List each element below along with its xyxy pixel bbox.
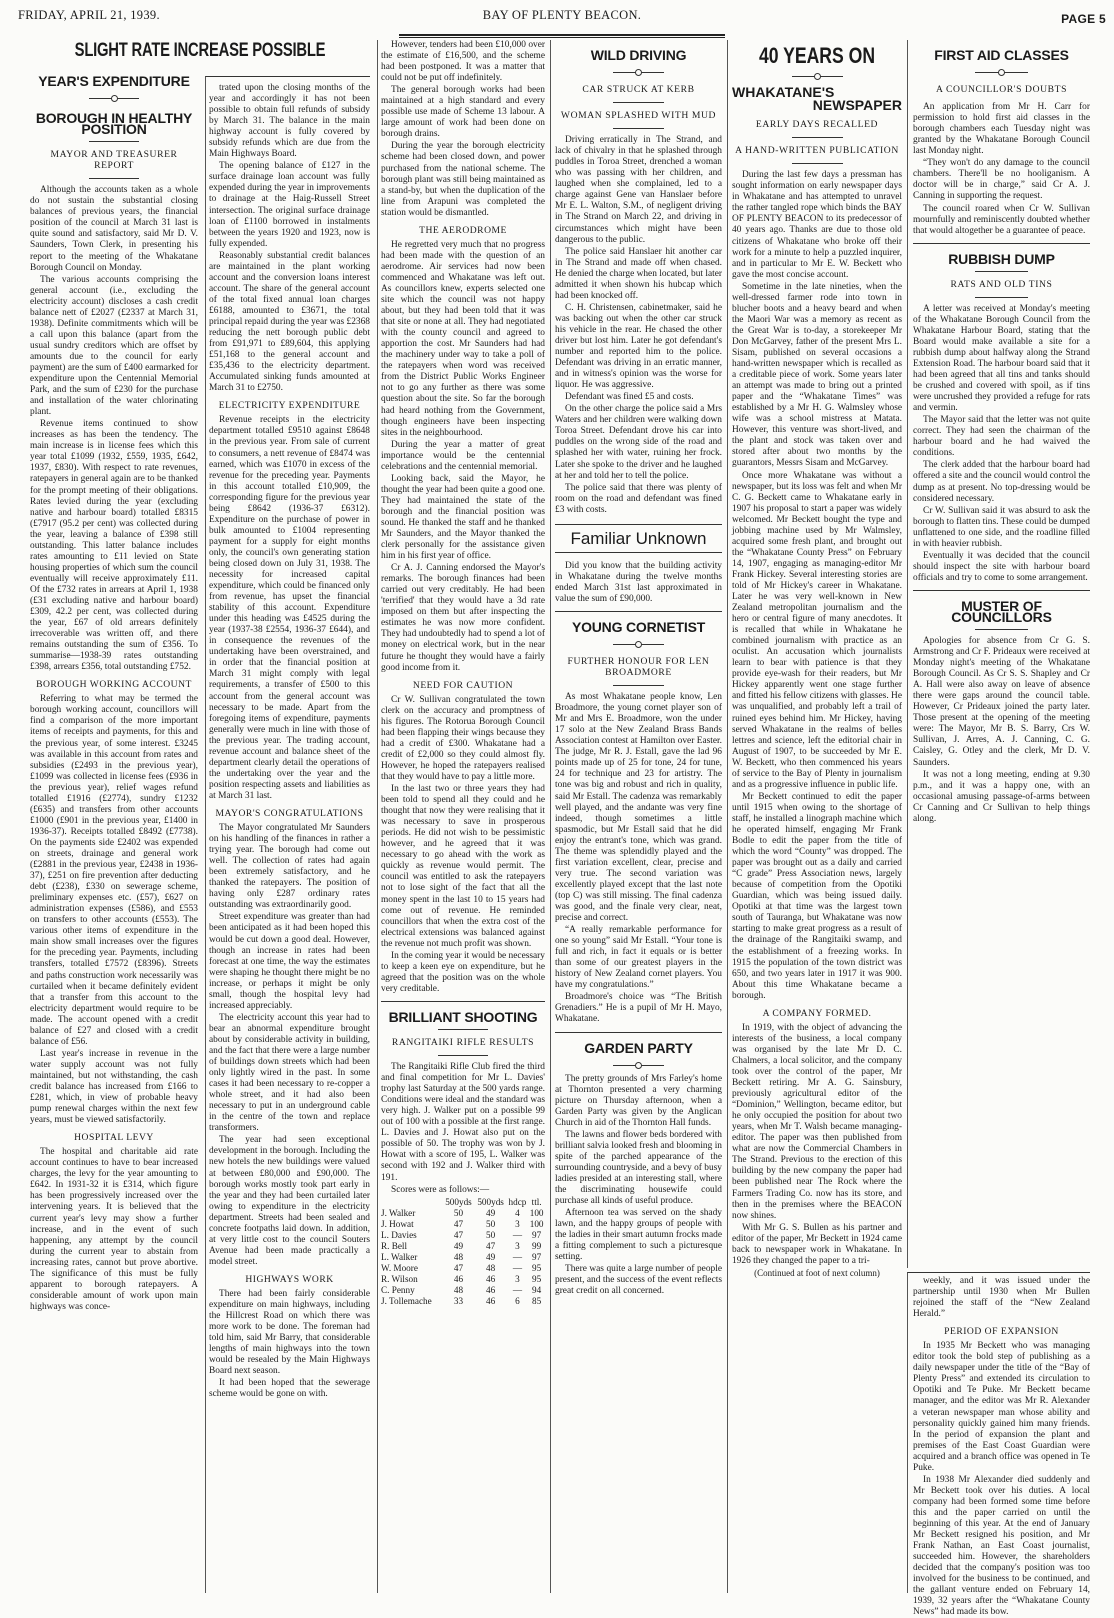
section-heading: THE AERODROME bbox=[419, 224, 507, 236]
ornament-divider bbox=[555, 639, 722, 649]
table-cell: 3 bbox=[515, 1273, 520, 1284]
table-cell: 94 bbox=[532, 1284, 542, 1295]
table-cell: 97 bbox=[532, 1251, 542, 1262]
table-row bbox=[381, 1263, 545, 1274]
subheadline: FURTHER HONOUR FOR LEN BROADMORE bbox=[567, 656, 710, 679]
paragraph: Driving erratically in The Strand, and lack of chivalry in that he splashed through puddles in Toroa Street, drenched a woman who was passing with her children, and laughed when she complained, led to a charge against Gene van Hanslaer before Mr E. L. Walton, S.M., of negligent driving in The Strand on March 22, and driving in circumstances which might have been dangerous to the public. bbox=[555, 135, 722, 245]
subheadline: WOMAN SPLASHED WITH MUD bbox=[560, 110, 717, 122]
table-row bbox=[381, 1285, 545, 1296]
headline: MUSTER OF COUNCILLORS bbox=[951, 597, 1052, 625]
paragraph: Cr W. Sullivan congratulated the town clerk on the accuracy and promptness of his figures. The Rotorua Borough Council had been flapping their wings because they had a credit of £300. Whakatane had a credit of £2,000 so they could almost fly. However, he hoped the ratepayers realised that they would have to pay a little more. bbox=[381, 694, 545, 782]
table-row bbox=[381, 1208, 545, 1219]
paragraph: In 1938 Mr Alexander died suddenly and Mr Beckett took over his duties. A local company had been formed some time before this and the paper carried on until the beginning of this year. At the end of January Mr Beckett resigned his position, and Mr Frank Nathan, an East Coast journalist, succeeded him. However, the shareholders decided that the company's position was too involved for the business to be continued, and the gallant venture ended on February 14, 1939, 32 years after the “Whakatane County News” had made its bow. bbox=[913, 1474, 1090, 1618]
table-cell: 6 bbox=[515, 1295, 520, 1306]
paragraph: There had been fairly considerable expenditure on main highways, including the Hillcrest Road on which there was more work to be done. The foreman had told him, said Mr Barry, that considerable lengths of main highways into the town would be resealed by the Main Highways Board next season. bbox=[209, 1288, 370, 1377]
section-heading: BOROUGH WORKING ACCOUNT bbox=[36, 679, 192, 691]
subheadline: A COUNCILLOR'S DOUBTS bbox=[935, 84, 1068, 96]
table-cell: 48 bbox=[453, 1251, 464, 1262]
table-cell: — bbox=[512, 1251, 523, 1262]
table-cell: C. Penny bbox=[381, 1284, 415, 1295]
table-cell: 48 bbox=[453, 1284, 464, 1295]
table-cell: 100 bbox=[529, 1218, 544, 1229]
paragraph: The various accounts comprising the general account (i.e., excluding the electricity account) discloses a cash credit balance nett of £2027 (£2337 at March 31, 1938). Definite commitments which will be a call upon this balance (apart from the usual sundry creditors which are offset by amounts due to the council for early payment) are the sum of £400 earmarked for expenditure upon the Centennial Memorial Park, and the sum of £230 for the purchase and installation of the water chlorinating plant. bbox=[30, 274, 198, 418]
table-header bbox=[381, 1197, 545, 1208]
paragraph: “They won't do any damage to the council chambers. There'll be no hooliganism. A doctor will be in charge,” said Cr A. J. Canning in supporting the request. bbox=[913, 158, 1090, 202]
table-cell: 500yds bbox=[477, 1196, 504, 1207]
rule-divider bbox=[613, 128, 663, 129]
rule-divider bbox=[555, 1032, 722, 1033]
table-cell: 500yds bbox=[445, 1196, 472, 1207]
column-2 bbox=[205, 76, 370, 1593]
table-cell: 49 bbox=[486, 1207, 496, 1218]
paragraph: In 1919, with the object of advancing the interests of the business, a local company was organised by the late Mr D. C. Chalmers, a local solicitor, and the company took over the control of the paper, Mr Beckett retiring. Mr A. G. Sainsbury, previously agricultural editor of the “Dominion,” Wellington, became editor, but he only occupied the position for about two years, when Mr T. Walsh became managing-editor. The paper was then published from what are now the Commercial Chambers in The Strand. Previous to the erection of this building by the new company the paper had been published near The Rock where the Farmers Trading Co. now has its store, and then in the premises where the BEACON now shines. bbox=[732, 1022, 902, 1221]
table-cell: 47 bbox=[453, 1262, 464, 1273]
continuation-note: (Continued at foot of next column) bbox=[754, 1267, 880, 1278]
rule-divider bbox=[613, 102, 663, 103]
table-cell: 46 bbox=[486, 1295, 496, 1306]
table-cell: J. Howat bbox=[381, 1218, 414, 1229]
column-6 bbox=[907, 40, 1090, 1268]
paragraph: During the year a matter of great importance would be the centennial celebrations and the centennial memorial. bbox=[381, 439, 545, 472]
table-row bbox=[381, 1230, 545, 1241]
paragraph: Last year's increase in revenue in the water supply account was not fully maintained, but not withstanding, the cash credit balance has increased from £166 to £281, which, in view of probable heavy pump renewal charges within the next few years, must be viewed satisfactorily. bbox=[30, 1048, 198, 1126]
table-row bbox=[381, 1296, 545, 1307]
paragraph: The clerk added that the harbour board had offered a site and the council would control the dump as at present. No top-dressing would be considered necessary. bbox=[913, 460, 1090, 504]
paragraph: Mr Beckett continued to edit the paper until 1915 when owing to the shortage of staff, he installed a linograph machine which he operated himself, engaging Mr Frank Bodle to edit the paper from the title of which the word “County” was dropped. The paper was brought out as a daily and carried “C grade” Press Association news, largely because of competition from the Opotiki Guardian, which was being issued daily. Opotiki at that time was the largest town south of Tauranga, but Whakatane was now starting to make great progress as a result of the drainage of the Rangitaiki swamp, and the establishment of a freezing works. In 1915 the population of the town district was 650, and two years later in 1917 it was 900. About this time Whakatane became a borough. bbox=[732, 791, 902, 1001]
subheadline: CAR STRUCK AT KERB bbox=[582, 84, 695, 96]
table-cell: L. Walker bbox=[381, 1251, 418, 1262]
paragraph: The police said that there was plenty of room on the road and defendant was fined £3 with costs. bbox=[555, 482, 722, 515]
paragraph: With Mr G. S. Bullen as his partner and editor of the paper, Mr Beckett in 1924 came back to newspaper work in Whakatane. In 1926 they changed the paper to a tri- bbox=[732, 1222, 902, 1266]
ornament-divider bbox=[30, 93, 198, 103]
paragraph: Afternoon tea was served on the shady lawn, and the happy groups of people with the ladies in their smart autumn frocks made a fitting complement to such a picturesque setting. bbox=[555, 1208, 722, 1263]
rule-divider bbox=[438, 1055, 487, 1056]
paragraph: Broadmore's choice was “The British Grenadiers.” He is a pupil of Mr H. Mayo, Whakatane. bbox=[555, 992, 722, 1025]
rule-divider bbox=[381, 1001, 545, 1002]
table-row bbox=[381, 1252, 545, 1263]
paragraph: Revenue items continued to show increases as has been the tendency. The main increase is in license fees which this year total £1099 (1932, £559, 1935, £642, 1937, £830). With respect to rate revenues, ratepayers in general again are to be thanked for the prompt meeting of their obligations. Rates levied during the year (excluding native and harbour board) totalled £8315 (£7917 (95.2 per cent) was collected during the year, leaving a balance of £398 still outstanding. This latter balance includes rates amounting to £11 levied on State housing properties of which sum the council eventually will receive approximately £11. Of the £732 rates in arrears at April 1, 1938 (£31 excluding native and harbour board) £309, 42.2 per cent, was collected during the year, £67 of old arrears definitely irrecoverable was written off, and there remains outstanding the sum of £356. To summarise—1938-39 rates outstanding £398, arrears £356, total outstanding £752. bbox=[30, 419, 198, 673]
headline: RUBBISH DUMP bbox=[948, 250, 1055, 267]
section-heading: A COMPANY FORMED. bbox=[762, 1007, 872, 1019]
masthead-rule bbox=[399, 34, 725, 38]
paragraph: weekly, and it was issued under the partnership until 1930 when Mr Bullen rejoined the staff of the “New Zealand Herald.” bbox=[913, 1276, 1090, 1320]
table-cell: 3 bbox=[515, 1240, 520, 1251]
section-heading: HOSPITAL LEVY bbox=[74, 1132, 154, 1144]
headline: NEWSPAPER bbox=[812, 97, 902, 114]
ornament-divider bbox=[913, 67, 1090, 77]
column-6-continuation bbox=[907, 1272, 1090, 1618]
masthead bbox=[18, 6, 1106, 34]
column-1 bbox=[30, 66, 198, 1593]
table-cell: hdcp bbox=[508, 1196, 527, 1207]
paragraph: It had been hoped that the sewerage scheme would be gone on with. bbox=[209, 1378, 370, 1400]
paragraph: Apologies for absence from Cr G. S. Armstrong and Cr F. Prideaux were received at Monday night's meeting of the Whakatane Borough Council. As Cr S. S. Shapley and Cr A. Hall were also away on leave of absence there were gaps around the council table. However, Cr Prideaux joined the party later. Those present at the opening of the meeting were: The Mayor, Mr B. S. Barry, Crs W. Sullivan, J. Arres, A. J. Canning, C. G. Caisley, G. Otley and the clerk, Mr D. V. Saunders. bbox=[913, 636, 1090, 768]
table-row bbox=[381, 1241, 545, 1252]
table-cell: 4 bbox=[515, 1207, 520, 1218]
headline: WHAKATANE'S bbox=[732, 84, 835, 101]
table-cell bbox=[381, 1197, 442, 1208]
rule-divider bbox=[975, 297, 1028, 298]
section-heading: NEED FOR CAUTION bbox=[412, 679, 514, 691]
rule-divider bbox=[913, 590, 1090, 591]
section-heading: PERIOD OF EXPANSION bbox=[944, 1326, 1059, 1338]
paragraph: C. H. Christensen, cabinetmaker, said he was backing out when the other car struck his vehicle in the rear. He chased the other driver but lost him. Later he got defendant's number and reported him to the police. Defendant was driving in an erratic manner, and in witness's opinion was the worse for liquor. He was aggressive. bbox=[555, 302, 722, 391]
table-cell: L. Davies bbox=[381, 1229, 417, 1240]
issue-date: FRIDAY, APRIL 21, 1939. bbox=[18, 8, 160, 22]
table-cell: — bbox=[512, 1284, 523, 1295]
scores-table bbox=[381, 1197, 545, 1307]
ornament-divider bbox=[732, 71, 902, 81]
paragraph: Although the accounts taken as a whole do not sustain the substantial closing balances of previous years, the financial position of the council at March 31 last is quite sound and satisfactory, said Mr D. V. Saunders, Town Clerk, in presenting his report to the meeting of the Whakatane Borough Council on Monday. bbox=[30, 185, 198, 273]
headline: 40 YEARS ON bbox=[758, 43, 876, 68]
paragraph: Once more Whakatane was without a newspaper, but its loss was felt and when Mr C. G. Beckett came to Whakatane early in 1907 his proposal to start a paper was widely welcomed. Mr Beckett bought the type and jobbing machine used by Mr Walmsley, acquired some fresh plant, and brought out the “Whakatane County Press” on February 14, 1907, engaging as managing-editor Mr Frank Hickey. Several interesting stories are told of Mr Hickey's career in Whakatane. Later he was very well-known in New Zealand metropolitan journalism and the hero or central figure of many anecdotes. It is recalled that while in Whakatane he combined journalism with practice as an oculist. An accusation which journalists learn to bear with patience is that they provide eye-wash for their readers, but Mr Hickey apparently went one stage further and fitted his fellow citizens with glasses. He was unqualified, and probably left a trail of ruined eyes behind him. Mr Hickey, having served Whakatane in the realms of belles lettres and science, left the editorial chair in August of 1907, to be succeeded by Mr E. W. Beckett, who then commenced his years of service to the Bay of Plenty in journalism and as a progressive influence in public life. bbox=[732, 470, 902, 790]
subheadline: RANGITAIKI RIFLE RESULTS bbox=[391, 1036, 535, 1048]
table-cell: ttl. bbox=[531, 1196, 542, 1207]
paragraph: It was not a long meeting, ending at 9.30 p.m., and it was a happy one, with an occasional amusing passage-of-arms between Cr Canning and Cr Sullivan to help things along. bbox=[913, 769, 1090, 824]
paragraph: However, tenders had been £10,000 over the estimate of £16,500, and the scheme had been postponed. It was a matter that could not be put off indefinitely. bbox=[381, 40, 545, 84]
table-cell: 46 bbox=[486, 1284, 496, 1295]
rule-divider bbox=[792, 163, 843, 164]
paragraph: Scores were as follows:— bbox=[391, 1184, 490, 1195]
headline: BOROUGH IN HEALTHY POSITION bbox=[35, 110, 193, 138]
rule-divider bbox=[89, 141, 139, 142]
table-cell: 46 bbox=[486, 1273, 496, 1284]
subheadline: RATS AND OLD TINS bbox=[950, 278, 1053, 290]
table-cell: 47 bbox=[453, 1218, 464, 1229]
paragraph: During the year the borough electricity scheme had been closed down, and power purchased from the national scheme. The borough plant was still being maintained as a stand-by, but when the duplication of the line from Arapuni was completed the station would be dismantled. bbox=[381, 141, 545, 218]
paragraph: The Mayor congratulated Mr Saunders on his handling of the finances in rather a trying year. The borough had come out well. The collection of rates had again been extremely satisfactory, and he thanked the ratepayers. The position of having only £287 ordinary rates outstanding was extraordinarily good. bbox=[209, 823, 370, 911]
paragraph: Reasonably substantial credit balances are maintained in the plant working account and the conversion loans interest account. The share of the general account of the total fixed annual loan charges £6188, amounted to £3671, the total principal repaid during the year was £2368 reducing the nett borough public debt from £91,971 to £89,604, this applying £51,168 to the general account and £35,436 to the electricity department. Accumulated sinking funds amounted at March 31 to £2750. bbox=[209, 250, 370, 394]
feature-box-title: Familiar Unknown bbox=[555, 524, 722, 553]
table-cell: 33 bbox=[453, 1295, 464, 1306]
paragraph: The electricity account this year had to bear an abnormal expenditure brought about by considerable activity in building, and the fact that there were a large number of buildings down streets which had been only lightly wired in the past. In some cases it had been necessary to re-copper a whole street, and it had also been necessary to put in an underground cable in the centre of the town and replace transformers. bbox=[209, 1012, 370, 1134]
table-cell: 46 bbox=[453, 1273, 464, 1284]
rule-divider bbox=[613, 685, 663, 686]
table-cell: 97 bbox=[532, 1229, 542, 1240]
rule-divider bbox=[975, 271, 1028, 272]
paragraph: The hospital and charitable aid rate account continues to have to bear increased charges, the levy for the year amounting to £642. In 1931-32 it is £314, which figure has been progressively increased over the intervening years. It is believed that the current year's levy may show a further increase, and in the event of such happening, any attempt by the council during the current year to abstain from increasing rates, cannot but prove abortive. The significance of this must be fully apparent to borough ratepayers. A considerable amount of work upon main highways was conce- bbox=[30, 1147, 198, 1312]
rule-divider bbox=[913, 243, 1090, 244]
headline: WILD DRIVING bbox=[590, 47, 687, 63]
paragraph: The pretty grounds of Mrs Farley's home at Thornton presented a very charming picture on Thursday afternoon, when a Garden Party was given by the Anglican Church in aid of the Thornton Hall funds. bbox=[555, 1073, 722, 1128]
paragraph: The year had seen exceptional development in the borough. Including the new hotels the new buildings were valued at between £80,000 and £90,000. The borough works mostly took part early in the year and they had been curtailed later owing to expenditure in the electricity department. Streets had been sealed and concrete footpaths laid down. In addition, at very little cost to the council Souters Avenue had been made practically a model street. bbox=[209, 1135, 370, 1267]
table-cell: 100 bbox=[529, 1207, 544, 1218]
paragraph: There was quite a large number of people present, and the success of the event reflects great credit on all concerned. bbox=[555, 1264, 722, 1297]
table-cell: 95 bbox=[532, 1262, 542, 1273]
column-5 bbox=[727, 40, 902, 1593]
table-cell: 48 bbox=[486, 1262, 496, 1273]
paragraph: On the other charge the police said a Mrs Waters and her children were walking down Toroa Street. Defendant drove his car into puddles on the wrong side of the road and splashed her with water, ruining her frock. Later she spoke to the driver and he laughed at her and told her to tell the police. bbox=[555, 404, 722, 481]
rule-divider bbox=[975, 629, 1028, 630]
paragraph: Looking back, said the Mayor, he thought the year had been quite a good one. They had maintained the state of the borough and the financial position was sound. He thanked the staff and he thanked Mr Saunders, and the Mayor thanked the clerk personally for the assistance given him in his first year of office. bbox=[381, 473, 545, 562]
paragraph: Sometime in the late nineties, when the well-dressed farmer rode into town in blucher boots and a heavy beard and when the Maori War was a memory as recent as the Great War is to-day, a storekeeper Mr Don McGarvey, father of the present Mrs L. Sisam, published on several occasions a hand-written newspaper which is recalled as a creditable piece of work. Some years later an attempt was made to bring out a printed paper and the “Whakatane Times” was established by a Mr H. G. Walmsley whose wife was a school mistress at Matata. However, this venture was short-lived, and the plant and stock was taken over and stored after about two months by the guarantors, Messrs Sisam and McGarvey. bbox=[732, 281, 902, 469]
paragraph: Cr A. J. Canning endorsed the Mayor's remarks. The borough finances had been carried out very creditably. He had been 'terrified' that they would have a 3d rate imposed on them but after inspecting the estimates he was now more confident. They had undoubtedly had to spend a lot of money on electrical work, but in the near future he thought they would have a fairly good income from it. bbox=[381, 563, 545, 673]
table-cell: 95 bbox=[532, 1273, 542, 1284]
paragraph: The police said Hanslaer hit another car in The Strand and made off when chased. He denied the charge when located, but later admitted it when shown his hubcap which had been knocked off. bbox=[555, 246, 722, 301]
paragraph: The Mayor said that the letter was not quite correct. They had seen the chairman of the harbour board and he had waived the conditions. bbox=[913, 415, 1090, 459]
table-cell: 49 bbox=[453, 1240, 464, 1251]
table-cell: 50 bbox=[453, 1207, 464, 1218]
table-cell: 3 bbox=[515, 1218, 520, 1229]
rule-divider bbox=[792, 137, 843, 138]
paragraph: In the last two or three years they had been told to spend all they could and he thought that now they were realising that it was necessary to save in prosperous periods. He did not wish to be pessimistic however, and he agreed that it was necessary to go ahead with the work as quickly as revenue would permit. The council was entitled to ask the ratepayers not to lose sight of the fact that all the money spent in the last 10 to 15 years had come out of revenue. He reminded councillors that when the extra cost of the electrical extensions was balanced against the revenue not much profit was shown. bbox=[381, 784, 545, 949]
paragraph: Defendant was fined £5 and costs. bbox=[565, 392, 694, 403]
table-cell: 47 bbox=[453, 1229, 464, 1240]
table-cell: 50 bbox=[486, 1229, 496, 1240]
paragraph: Cr W. Sullivan said it was absurd to ask the borough to flatten tins. These could be dumped unflattened to one side, and the roadline filled in with heavier rubbish. bbox=[913, 505, 1090, 549]
paragraph: In 1935 Mr Beckett who was managing editor took the bold step of publishing as a daily newspaper under the title of the “Bay of Plenty Press” and extended its circulation to Opotiki and Te Puke. Mr Beckett became manager, and the editor was Mr R. Alexander a veteran newspaper man whose ability and personality quickly gained him many friends. In the period of expansion the plant and premises of the East Coast Guardian were acquired and a branch office was opened in Te Puke. bbox=[913, 1341, 1090, 1473]
headline: YOUNG CORNETIST bbox=[571, 618, 706, 635]
table-cell: 47 bbox=[486, 1240, 496, 1251]
column-4 bbox=[550, 40, 722, 1593]
table-cell: 85 bbox=[532, 1295, 542, 1306]
ornament-divider bbox=[555, 67, 722, 77]
paragraph: Revenue receipts in the electricity department totalled £9510 against £8648 in the previous year. From sale of current to consumers, a nett revenue of £8474 was earned, which was £1070 in excess of the revenue for the preceding year. Payments in this account totalled £10,909, the corresponding figure for the previous year being £8642 (1936-37 £6312). Expenditure on the purchase of power in bulk amounted to £1004 representing payment for a supply for eight months only, the council's own generating station being closed down on July 31, 1938. The necessity for increased capital expenditure, which could be financed only from revenue, has upset the financial stability of this account. Expenditure under this heading was £4525 during the year (1937-38 £2554, 1936-37 £644), and in consequence the revenues of the undertaking have been overstrained, and in order that the financial position at March 31 might comply with legal requirements, a transfer of £500 to this account from the general account was necessary to be made. Apart from the foregoing items of expenditure, payments generally were much in line with those of the previous year. The trading account, revenue account and balance sheet of the department clearly detail the operations of the undertaking over the year and the position respecting assets and liabilities as at March 31 last. bbox=[209, 415, 370, 801]
paragraph: A letter was received at Monday's meeting of the Whakatane Borough Council from the Whakatane Harbour Board, stating that the Board would make available a site for a rubbish dump about halfway along the Strand Extension Road. The harbour board said that it had been agreed that all tins and tanks should be crushed and covered with spoil, as if tins were uncrushed they provided a refuge for rats and vermin. bbox=[913, 303, 1090, 414]
paragraph: During the last few days a pressman has sought information on early newspaper days in Whakatane and has attempted to unravel the rather tangled rope which binds the BAY OF PLENTY BEACON to its predecessor of 40 years ago. Thanks are due to those old citizens of Whakatane who broke off their work for a minute to help a puzzled inquirer, and in particular to Mr E. W. Beckett who gave the most concise account. bbox=[732, 170, 902, 280]
table-cell: J. Walker bbox=[381, 1207, 416, 1218]
newspaper-title: BAY OF PLENTY BEACON. bbox=[482, 8, 642, 22]
subheadline: A HAND-WRITTEN PUBLICATION bbox=[735, 145, 899, 157]
paragraph: trated upon the closing months of the year and accordingly it has not been possible to obtain full refunds of subsidy by March 31. The balance in the main highway account is fully covered by subsidy refunds which are due from the Main Highways Board. bbox=[209, 83, 370, 160]
headline: BRILLIANT SHOOTING bbox=[388, 1008, 538, 1025]
rule-divider bbox=[89, 178, 139, 179]
headline: GARDEN PARTY bbox=[584, 1039, 693, 1056]
paragraph: The opening balance of £127 in the surface drainage loan account was fully expended during the year in improvements to drainage at the Haig-Russell Street intersection. The original surface drainage loan of £1100 borrowed in instalments between the years 1920 and 1923, now is fully expended. bbox=[209, 161, 370, 249]
paragraph: He regretted very much that no progress had been made with the question of an aerodrome. Air services had now been commenced and Whakatane was left out. As councillors knew, experts selected one site which the council was not happy about, but they had been told that it was that site or none at all. They had negotiated with the county council and agreed to apportion the cost. Mr Saunders had had the machinery under way to take a poll of the ratepayers when word was received from the District Public Works Engineer not to go any further as there was some question about the site. So far the borough had heard nothing from the Government, though engineers have been inspecting sites in the neighbourhood. bbox=[381, 239, 545, 438]
section-heading: ELECTRICITY EXPENDITURE bbox=[218, 400, 361, 412]
paragraph: Did you know that the building activity in Whakatane during the twelve months ended March 31st last approximated in value the sum of £90,000. bbox=[555, 560, 722, 604]
table-cell: 99 bbox=[532, 1240, 542, 1251]
table-cell: R. Wilson bbox=[381, 1273, 418, 1284]
table-cell: 49 bbox=[486, 1251, 496, 1262]
paragraph: An application from Mr H. Carr for permission to hold first aid classes in the borough chambers each Tuesday night was granted by the Whakatane Borough Council last Monday night. bbox=[913, 102, 1090, 157]
paragraph: Eventually it was decided that the council should inspect the site with harbour board officials and try to come to some arrangement. bbox=[913, 550, 1090, 583]
paragraph: Referring to what may be termed the borough working account, councillors will find a comparison of the more important items of receipts and payments, for this and the previous year, of some interest. £3245 was available in this account from rates and subsidies (£2493 in the previous year), £1099 was collected in license fees (£936 in the previous year), relief wages refund totalled £1916 (£2774), sundry £1232 (£635) and transfers from other accounts £1000 (£901 in the previous year, £1400 in 1936-37). Receipts totalled £8492 (£7738). On the payments side £2402 was expended on streets, drainage and general work (£2881 in the previous year, £2438 in 1936-37), £251 on fire prevention after deducting debt (£238), £330 on sewerage scheme, preliminary expenses etc. (£57), £627 on administration expenses (£586), and £553 on transfers to other accounts (£553). The various other items of expenditure in the main show small increases over the figures for the preceding year. Payments, including transfers, totalled £7572 (£8396). Streets and paths construction work necessarily was curtailed when it became definitely evident that a transfer from this account to the electricity department would require to be made. The account opened with a credit balance of £27 and closed with a credit balance of £56. bbox=[30, 694, 198, 1047]
table-cell: — bbox=[512, 1229, 523, 1240]
table-cell: R. Bell bbox=[381, 1240, 408, 1251]
table-row bbox=[381, 1219, 545, 1230]
paragraph: The council roared when Cr W. Sullivan mournfully and reminiscently doubted whether that would altogether be a guarantee of peace. bbox=[913, 203, 1090, 236]
ornament-divider bbox=[555, 1060, 722, 1070]
subheadline: MAYOR AND TREASURER REPORT bbox=[50, 149, 178, 172]
subheadline: EARLY DAYS RECALLED bbox=[755, 119, 879, 131]
table-row bbox=[381, 1274, 545, 1285]
page-number: PAGE 5 bbox=[1061, 12, 1106, 26]
banner-headline: SLIGHT RATE INCREASE POSSIBLE bbox=[74, 40, 326, 61]
paragraph: Street expenditure was greater than had been anticipated as it had been hoped this would be cut down a good deal. However, though an increase in rates had been forecast at one time, the way the estimates were shaping he thought there might be no increase, or perhaps it might be only small, though the hospital levy had increased appreciably. bbox=[209, 912, 370, 1011]
column-3 bbox=[377, 40, 545, 1593]
headline: FIRST AID CLASSES bbox=[934, 47, 1069, 63]
table-cell: W. Moore bbox=[381, 1262, 418, 1273]
table-cell: 50 bbox=[486, 1218, 496, 1229]
paragraph: As most Whakatane people know, Len Broadmore, the young cornet player son of Mr and Mrs E. Broadmore, won the under 17 solo at the New Zealand Brass Bands Association contest at Hamilton over Easter. The judge, Mr R. J. Estall, gave the lad 96 points made up of 25 for tone, 24 for tune, 24 for technique and 23 for artistry. The tone was big and robust and rich in quality, said Mr Estall. The cadenza was remarkably well played, and the andante was very fine indeed, though sometimes a little spasmodic, but Mr Estall said that he did enjoy the entrant's tone, which was grand. The theme was splendidly played and the first variation excellent, clear, precise and very true. The second variation was excellently played except that the last note (top C) was still missing. The final cadenza was good, and the finale very clear, neat, precise and correct. bbox=[555, 692, 722, 924]
paragraph: The general borough works had been maintained at a high standard and every possible use made of Scheme 13 labour. A large amount of work had been done on borough drains. bbox=[381, 85, 545, 140]
paragraph: The Rangitaiki Rifle Club fired the third and final competition for Mr L. Davies' trophy last Saturday at the 500 yards range. Conditions were ideal and the standard was very high. J. Walker put on a possible 99 out of 100 with a possible at the first range. L. Davies and J. Howat also put on the possible of 50. The trophy was won by J. Howat with a score of 195, L. Walker was second with 192 and J. Walker third with 191. bbox=[381, 1062, 545, 1183]
section-heading: HIGHWAYS WORK bbox=[245, 1273, 334, 1285]
paragraph: “A really remarkable performance for one so young” said Mr Estall. “Your tone is full and rich, in fact it equals or is better than some of our greatest players in the history of New Zealand cornet players. You have my congratulations.” bbox=[555, 925, 722, 991]
paragraph: In the coming year it would be necessary to keep a keen eye on expenditure, but he agreed that the position was on the whole very creditable. bbox=[381, 950, 545, 994]
rule-divider bbox=[438, 1029, 487, 1030]
section-heading: MAYOR'S CONGRATULATIONS bbox=[215, 808, 364, 819]
headline: YEAR'S EXPENDITURE bbox=[38, 73, 190, 89]
paragraph: The lawns and flower beds bordered with brilliant salvia looked fresh and blooming in spite of the parched appearance of the surrounding countryside, and a bevy of busy ladies presided at an interesting stall, where the discriminating housewife could purchase all kinds of useful produce. bbox=[555, 1129, 722, 1207]
table-cell: J. Tollemache bbox=[381, 1295, 432, 1306]
table-cell: — bbox=[512, 1262, 523, 1273]
rule-divider bbox=[555, 611, 722, 612]
